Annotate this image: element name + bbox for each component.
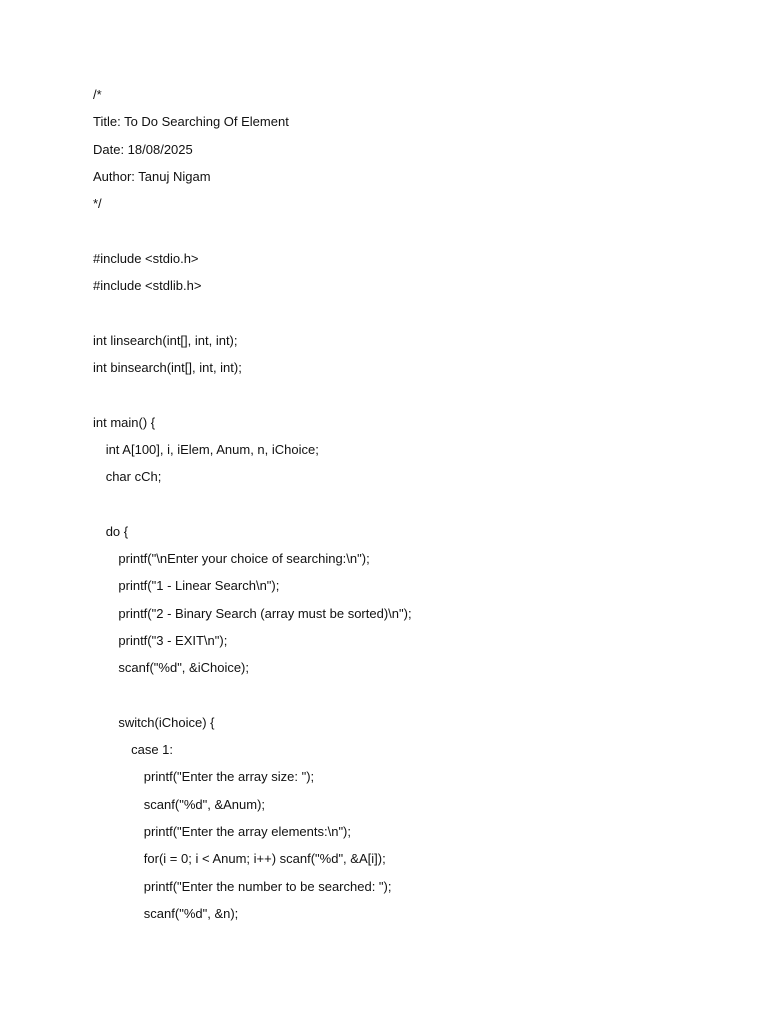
code-line: printf("Enter the array size: "); xyxy=(143,769,315,785)
code-line: Author: Tanuj Nigam xyxy=(93,168,211,184)
code-line: printf("\nEnter your choice of searching:\n"); xyxy=(118,551,370,567)
code-line: /* xyxy=(93,87,102,102)
code-line: printf("1 - Linear Search\n"); xyxy=(118,578,280,594)
code-line: do { xyxy=(105,523,129,539)
blank-line xyxy=(93,687,733,714)
code-line: for(i = 0; i < Anum; i++) scanf("%d", &A[i]); xyxy=(143,851,386,867)
blank-line xyxy=(93,222,733,249)
blank-line xyxy=(93,495,733,522)
code-line: scanf("%d", &iChoice); xyxy=(118,660,249,676)
code-line: scanf("%d", &Anum); xyxy=(143,796,266,812)
code-line: int binsearch(int[], int, int); xyxy=(93,359,242,375)
blank-line xyxy=(93,304,733,331)
code-line: int linsearch(int[], int, int); xyxy=(93,332,238,348)
code-line: printf("2 - Binary Search (array must be sorted)\n"); xyxy=(118,605,412,621)
code-line: #include <stdio.h> xyxy=(93,250,199,266)
code-line: printf("Enter the number to be searched: "); xyxy=(143,878,392,894)
blank-line xyxy=(93,386,733,413)
code-line: scanf("%d", &n); xyxy=(143,905,239,921)
code-line: printf("Enter the array elements:\n"); xyxy=(143,824,351,840)
code-line: #include <stdlib.h> xyxy=(93,278,202,294)
code-line: int A[100], i, iElem, Anum, n, iChoice; xyxy=(105,441,319,457)
code-line: int main() { xyxy=(93,414,156,430)
code-line: printf("3 - EXIT\n"); xyxy=(118,632,228,648)
code-line: Title: To Do Searching Of Element xyxy=(93,114,289,130)
code-line: Date: 18/08/2025 xyxy=(93,141,193,157)
code-line: case 1: xyxy=(131,742,174,758)
code-line: switch(iChoice) { xyxy=(118,714,215,730)
code-listing xyxy=(93,86,733,932)
code-line: char cCh; xyxy=(105,469,162,485)
code-line: */ xyxy=(93,196,102,212)
